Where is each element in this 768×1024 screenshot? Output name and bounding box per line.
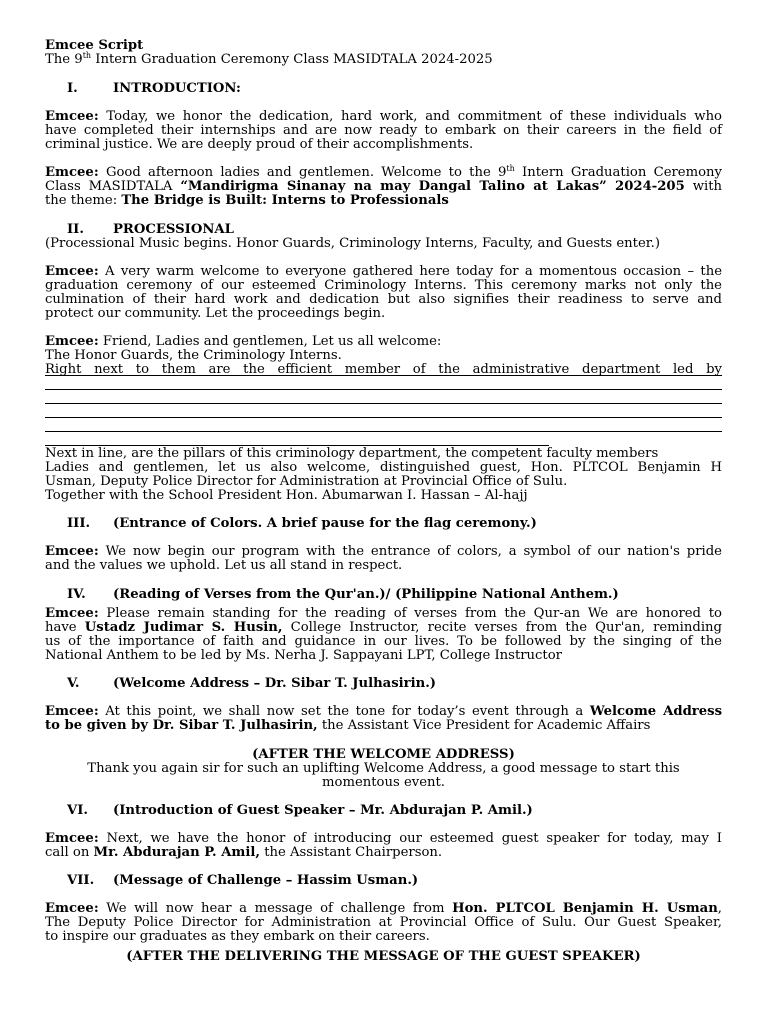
- paragraph-text: Class MASIDTALA: [45, 179, 181, 194]
- emcee-label: Emcee:: [45, 901, 99, 916]
- paragraph-text: the theme:: [45, 193, 122, 208]
- section-title-1: INTRODUCTION:: [113, 81, 241, 96]
- reciter-name: Ustadz Judimar S. Husin,: [84, 620, 283, 635]
- emcee-label: Emcee:: [45, 334, 99, 349]
- blank-line: [45, 375, 722, 376]
- paragraph-line: The Deputy Police Director for Administration at Provincial Office of Sulu. Our Guest Speaker,: [45, 915, 722, 930]
- blank-line: [45, 403, 722, 404]
- paragraph-line: culmination of their hard work and dedication but also signifies their readiness to serve and: [45, 292, 722, 307]
- paragraph-text: Today, we honor the dedication, hard work, and commitment of these individuals who: [98, 109, 722, 124]
- welcome-speaker: to be given by Dr. Sibar T. Julhasirin,: [45, 718, 318, 733]
- paragraph-text: Intern Graduation Ceremony: [514, 165, 722, 180]
- paragraph-line: National Anthem to be led by Ms. Nerha J. Sappayani LPT, College Instructor: [45, 648, 562, 663]
- section-title-3: (Entrance of Colors. A brief pause for the flag ceremony.): [113, 516, 537, 531]
- guest-speaker-name: Mr. Abdurajan P. Amil,: [93, 845, 260, 860]
- superscript: th: [506, 164, 515, 173]
- paragraph-text: College Instructor, recite verses from the Qur'an, reminding: [282, 620, 722, 635]
- paragraph-line: [45, 846, 442, 860]
- welcome-address-label: Welcome Address: [589, 704, 722, 719]
- paragraph-text: with: [684, 179, 723, 194]
- subtitle-superscript: th: [82, 51, 92, 60]
- blank-line: [45, 417, 722, 418]
- ceremony-theme: The Bridge is Built: Interns to Professionals: [121, 193, 449, 208]
- paragraph-line: criminal justice. We are deeply proud of their accomplishments.: [45, 137, 474, 152]
- subtitle-text: The 9: [45, 52, 83, 67]
- paragraph-line: [45, 265, 722, 279]
- paragraph-text: We will now hear a message of challenge from: [98, 901, 453, 916]
- challenge-speaker: Hon. PLTCOL Benjamin H. Usman: [452, 901, 718, 916]
- paragraph-text: ,: [717, 901, 722, 916]
- paragraph-text: Good afternoon ladies and gentlemen. Welcome to the 9: [98, 165, 507, 180]
- paragraph-text: have: [45, 620, 85, 635]
- paragraph-line: [45, 607, 722, 621]
- paragraph-line: have completed their internships and are now ready to embark on their careers in the field of: [45, 123, 722, 138]
- section-number-5: V.: [67, 676, 80, 691]
- section-title-7: (Message of Challenge – Hassim Usman.): [113, 873, 419, 888]
- paragraph-line: [45, 110, 722, 124]
- emcee-label: Emcee:: [45, 109, 99, 124]
- paragraph-line: [45, 166, 722, 180]
- section-number-6: VI.: [67, 803, 88, 818]
- section-number-1: I.: [67, 81, 78, 96]
- subtitle-text-rest: Intern Graduation Ceremony Class MASIDTALA 2024-2025: [91, 52, 493, 67]
- section-number-4: IV.: [67, 587, 86, 602]
- section-title-6: (Introduction of Guest Speaker – Mr. Abdurajan P. Amil.): [113, 803, 533, 818]
- paragraph-text: Next, we have the honor of introducing our esteemed guest speaker for today, may I: [98, 831, 722, 846]
- section-title-5: (Welcome Address – Dr. Sibar T. Julhasirin.): [113, 676, 437, 691]
- emcee-label: Emcee:: [45, 264, 99, 279]
- paragraph-line: graduation ceremony of our esteemed Criminology Interns. This ceremony marks not only the: [45, 278, 722, 293]
- after-guest-heading: (AFTER THE DELIVERING THE MESSAGE OF THE GUEST SPEAKER): [126, 949, 641, 964]
- paragraph-line: [45, 705, 722, 719]
- emcee-label: Emcee:: [45, 704, 99, 719]
- paragraph-text: the Assistant Vice President for Academic Affairs: [317, 718, 651, 733]
- paragraph-line: [45, 621, 722, 635]
- processional-note: (Processional Music begins. Honor Guards, Criminology Interns, Faculty, and Guests enter.): [45, 236, 660, 251]
- paragraph-line: and the values we uphold. Let us all stand in respect.: [45, 558, 403, 573]
- paragraph-line: Ladies and gentlemen, let us also welcome, distinguished guest, Hon. PLTCOL Benjamin H: [45, 460, 722, 475]
- script-subtitle: [45, 53, 493, 67]
- paragraph-line: [45, 335, 441, 349]
- paragraph-line: [45, 545, 722, 559]
- emcee-label: Emcee:: [45, 606, 99, 621]
- paragraph-line: protect our community. Let the proceedings begin.: [45, 306, 386, 321]
- paragraph-line: Next in line, are the pillars of this criminology department, the competent faculty members: [45, 446, 659, 461]
- blank-line: [45, 431, 722, 432]
- ceremony-motto: “Mandirigma Sinanay na may Dangal Talino at Lakas” 2024-205: [180, 179, 685, 194]
- section-number-3: III.: [67, 516, 91, 531]
- paragraph-line: The Honor Guards, the Criminology Interns.: [45, 348, 342, 363]
- script-title: Emcee Script: [45, 38, 144, 53]
- paragraph-text: A very warm welcome to everyone gathered here today for a momentous occasion – the: [98, 264, 722, 279]
- paragraph-line: [45, 832, 722, 846]
- emcee-label: Emcee:: [45, 165, 99, 180]
- paragraph-line: to inspire our graduates as they embark on their careers.: [45, 929, 430, 944]
- centered-line: Thank you again sir for such an uplifting Welcome Address, a good message to start this: [87, 761, 680, 776]
- paragraph-line: [45, 194, 449, 208]
- centered-line: momentous event.: [322, 775, 445, 790]
- paragraph-text: Friend, Ladies and gentlemen, Let us all welcome:: [98, 334, 442, 349]
- paragraph-line: Usman, Deputy Police Director for Administration at Provincial Office of Sulu.: [45, 474, 568, 489]
- paragraph-text: call on: [45, 845, 94, 860]
- paragraph-text: We now begin our program with the entrance of colors, a symbol of our nation's pride: [98, 544, 722, 559]
- paragraph-text: the Assistant Chairperson.: [260, 845, 443, 860]
- section-title-2: PROCESSIONAL: [113, 222, 234, 237]
- blank-line: [45, 389, 722, 390]
- paragraph-line: [45, 719, 650, 733]
- paragraph-line: Right next to them are the efficient member of the administrative department led by: [45, 362, 722, 377]
- emcee-label: Emcee:: [45, 831, 99, 846]
- emcee-label: Emcee:: [45, 544, 99, 559]
- after-welcome-heading: (AFTER THE WELCOME ADDRESS): [252, 747, 515, 762]
- paragraph-line: Together with the School President Hon. Abumarwan I. Hassan – Al-hajj: [45, 488, 528, 503]
- paragraph-line: us of the importance of faith and guidance in our lives. To be followed by the singing of the: [45, 634, 722, 649]
- section-number-7: VII.: [67, 873, 95, 888]
- paragraph-line: [45, 180, 722, 194]
- paragraph-text: At this point, we shall now set the tone for today’s event through a: [98, 704, 590, 719]
- section-title-4: (Reading of Verses from the Qur'an.)/ (Philippine National Anthem.): [113, 587, 619, 602]
- paragraph-text: Please remain standing for the reading of verses from the Qur-an We are honored to: [98, 606, 722, 621]
- paragraph-line: [45, 902, 722, 916]
- section-number-2: II.: [67, 222, 84, 237]
